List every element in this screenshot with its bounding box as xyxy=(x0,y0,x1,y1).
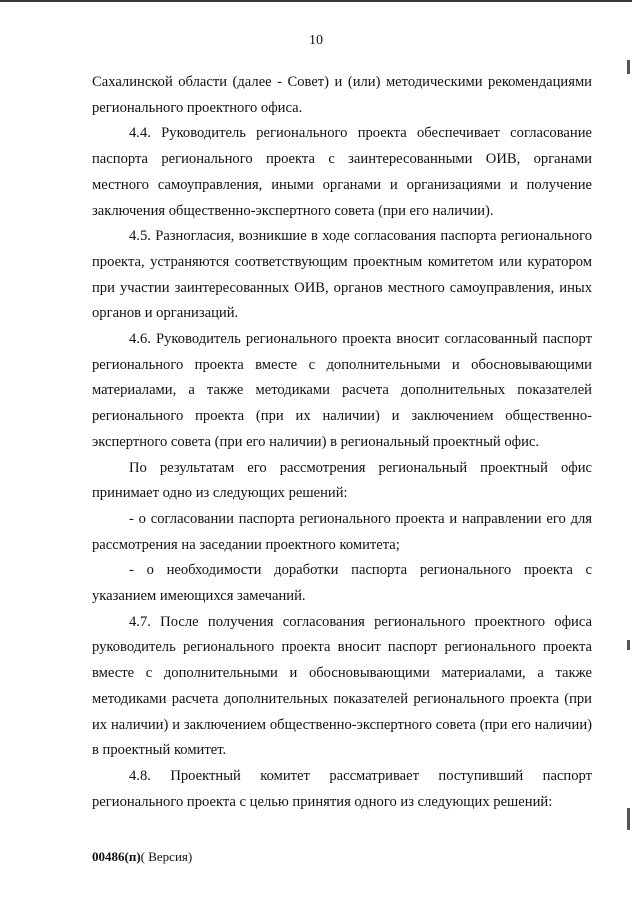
paragraph: 4.8. Проектный комитет рассматривает поступивший паспорт регионального проекта с целью принятия одного из следующих решений: xyxy=(92,767,592,810)
paragraph: По результатам его рассмотрения региональный проектный офис принимает одно из следующих решений: xyxy=(92,459,592,502)
paragraph: 4.5. Разногласия, возникшие в ходе согласования паспорта регионального проекта, устраняются соответствующим проектным комитетом или куратором при участии заинтересованных ОИВ, органов местного самоуправления, иных органов и организаций. xyxy=(92,228,592,322)
document-code: 00486(п) xyxy=(92,849,141,864)
paragraph: - о необходимости доработки паспорта регионального проекта с указанием имеющихся замечаний. xyxy=(92,562,592,605)
paragraph: 4.6. Руководитель регионального проекта вносит согласованный паспорт регионального проекта вместе с дополнительными и обосновывающими материалами, а также методиками расчета дополнительных показателей регионального проекта (при их наличии) и заключением общественно-экспертного совета (при его наличии) в региональный проектный офис. xyxy=(92,331,592,450)
paragraph: Сахалинской области (далее - Совет) и (или) методическими рекомендациями регионального проектного офиса. xyxy=(92,74,592,116)
paragraph: 4.7. После получения согласования регионального проектного офиса руководитель регионального проекта вносит паспорт регионального проекта вместе с дополнительными и обосновывающими материалами, а также методиками расчета дополнительных показателей регионального проекта (при их наличии) и заключением общественно-экспертного совета (при его наличии) в проектный комитет. xyxy=(92,613,592,759)
paragraph: 4.4. Руководитель регионального проекта обеспечивает согласование паспорта регионального проекта с заинтересованными ОИВ, органами местного самоуправления, иными органами и организациями и получение заключения общественно-экспертного совета (при его наличии). xyxy=(92,125,592,219)
scan-artifact xyxy=(627,640,630,650)
paragraph: - о согласовании паспорта регионального проекта и направлении его для рассмотрения на заседании проектного комитета; xyxy=(92,510,592,553)
scan-top-edge xyxy=(0,0,632,2)
scan-artifact xyxy=(627,60,630,74)
document-footer xyxy=(92,849,192,865)
document-body xyxy=(92,70,592,815)
page-number: 10 xyxy=(309,33,323,48)
document-version: ( Версия) xyxy=(140,849,193,864)
scan-artifact xyxy=(627,808,630,830)
